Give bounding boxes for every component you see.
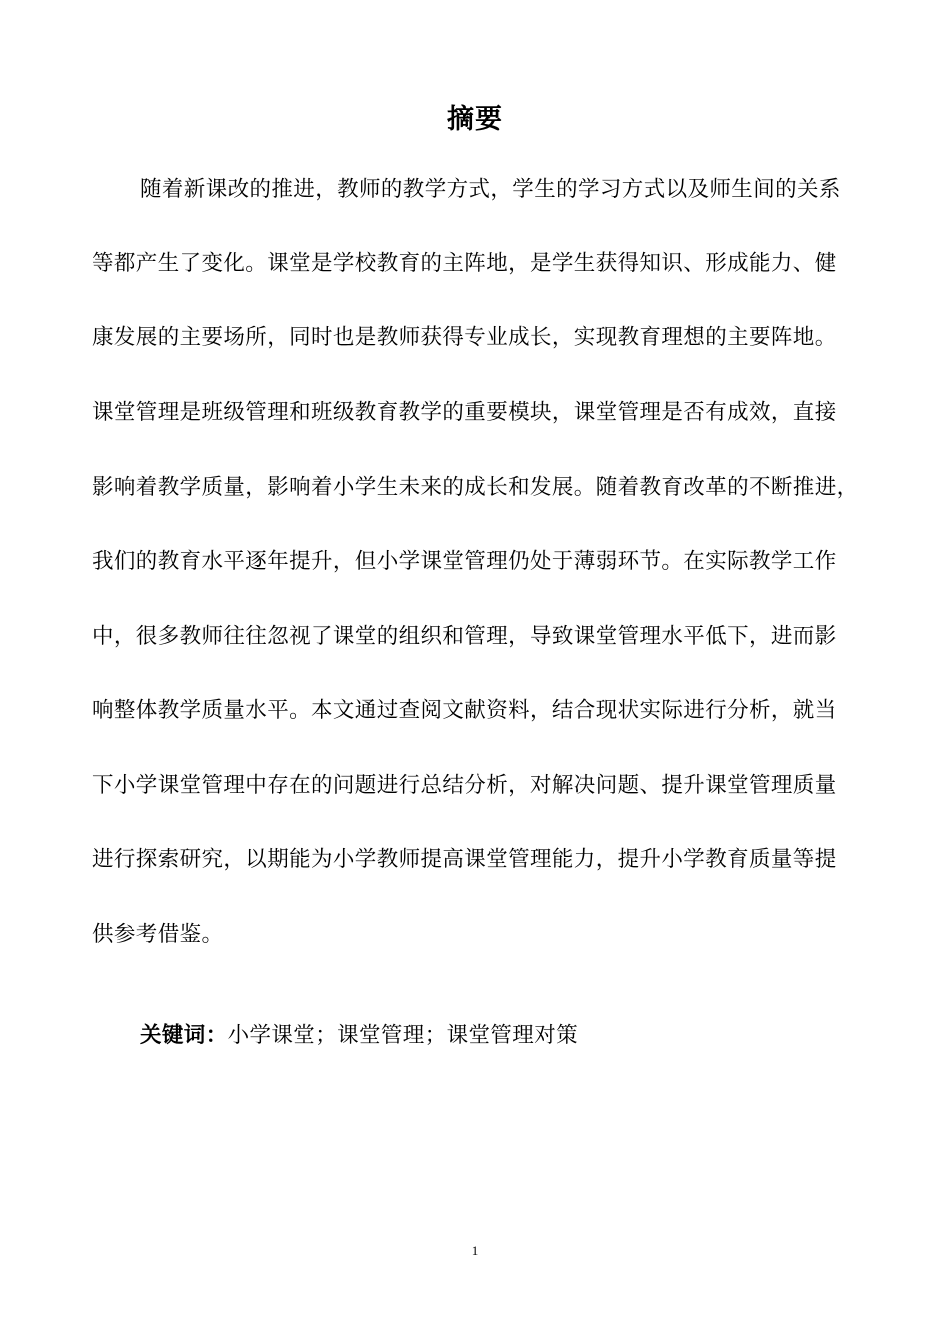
abstract-line-10: 进行探索研究，以期能为小学教师提高课堂管理能力，提升小学教育质量等提 xyxy=(92,847,837,872)
abstract-line-3: 康发展的主要场所，同时也是教师获得专业成长，实现教育理想的主要阵地。 xyxy=(92,325,837,350)
abstract-line-2: 等都产生了变化。课堂是学校教育的主阵地，是学生获得知识、形成能力、健 xyxy=(92,251,837,276)
abstract-line-6: 我们的教育水平逐年提升，但小学课堂管理仍处于薄弱环节。在实际教学工作 xyxy=(92,549,837,574)
abstract-line-1: 随着新课改的推进，教师的教学方式，学生的学习方式以及师生间的关系 xyxy=(140,177,841,202)
abstract-line-9: 下小学课堂管理中存在的问题进行总结分析，对解决问题、提升课堂管理质量 xyxy=(92,773,837,798)
page-title: 摘要 xyxy=(447,104,503,135)
keywords-label: 关键词： xyxy=(140,1023,228,1048)
keywords-line xyxy=(140,1020,578,1052)
abstract-line-8: 响整体教学质量水平。本文通过查阅文献资料，结合现状实际进行分析，就当 xyxy=(92,698,837,723)
abstract-line-7: 中，很多教师往往忽视了课堂的组织和管理，导致课堂管理水平低下，进而影 xyxy=(92,624,837,649)
page-number: 1 xyxy=(471,1243,479,1258)
keywords-value: 小学课堂；课堂管理；课堂管理对策 xyxy=(227,1023,579,1048)
abstract-line-5: 影响着教学质量，影响着小学生未来的成长和发展。随着教育改革的不断推进， xyxy=(92,475,859,500)
abstract-line-11: 供参考借鉴。 xyxy=(92,922,224,947)
abstract-line-4: 课堂管理是班级管理和班级教育教学的重要模块，课堂管理是否有成效，直接 xyxy=(92,400,837,425)
